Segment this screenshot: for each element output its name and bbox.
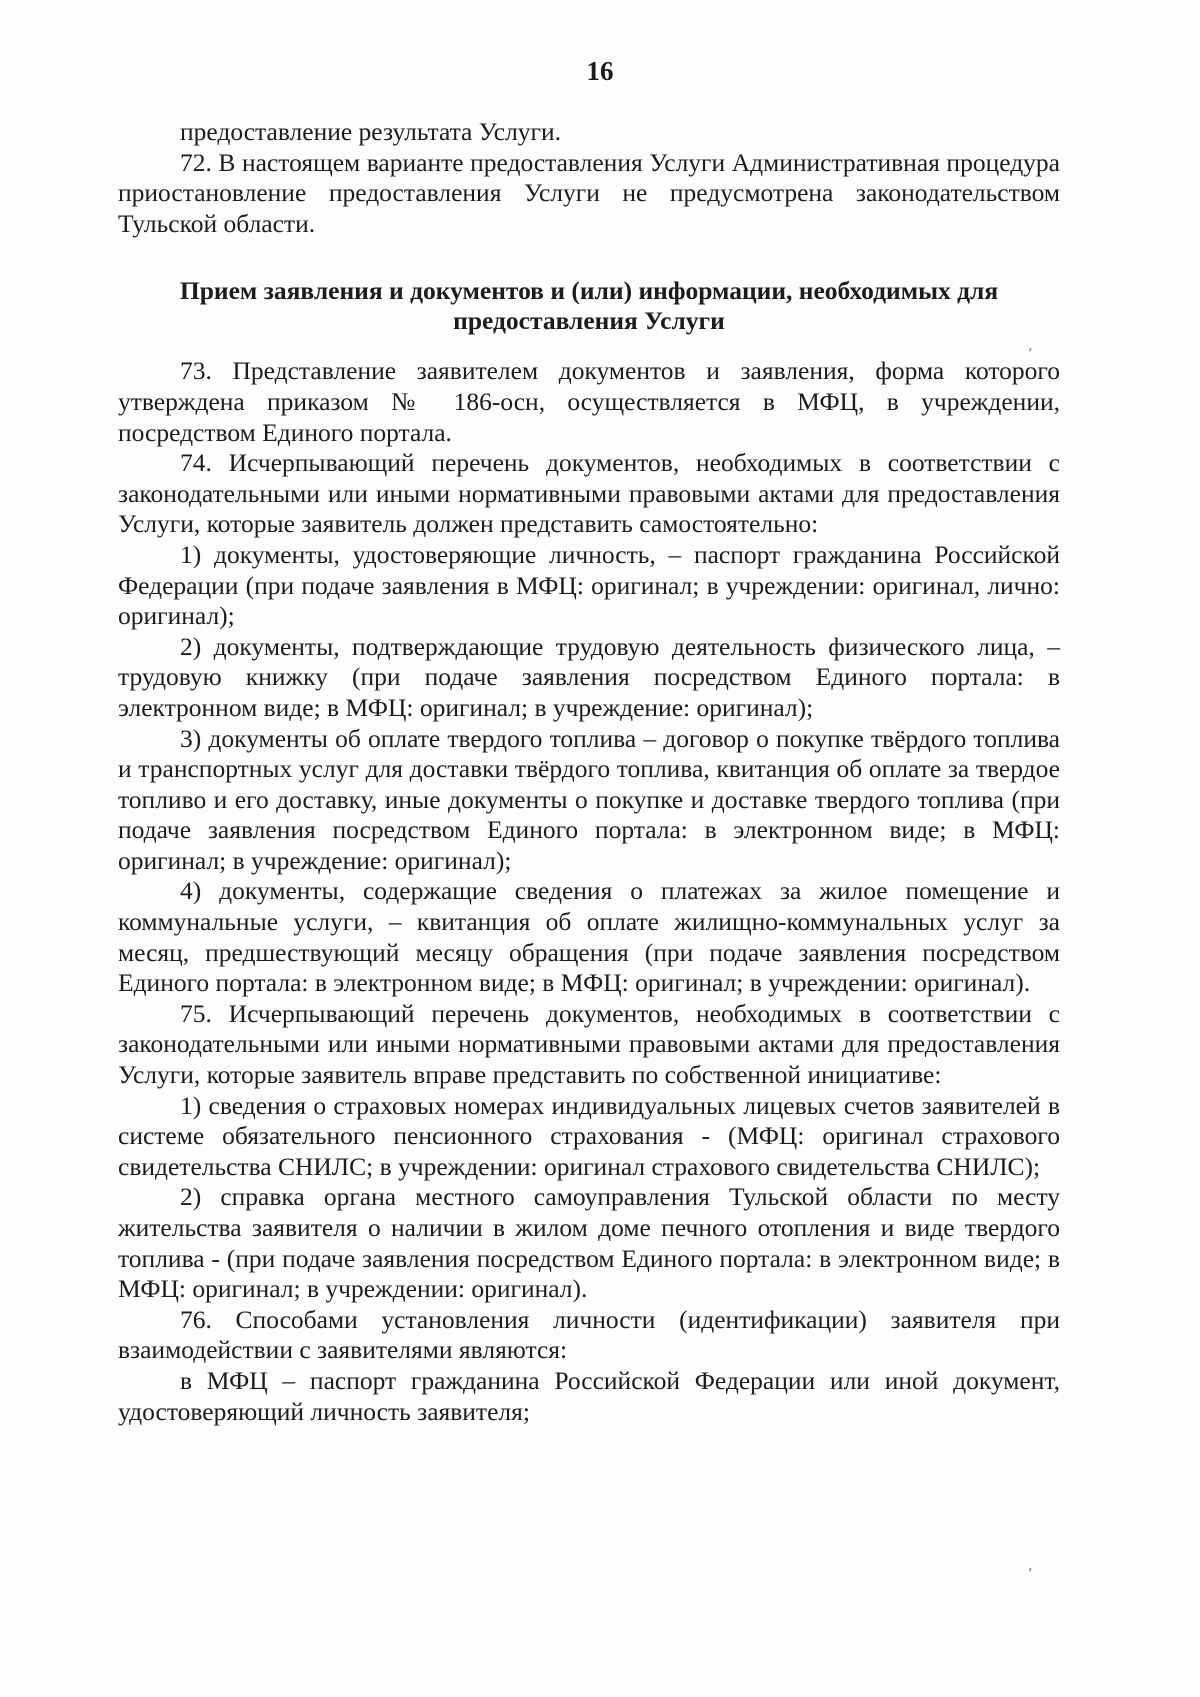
paragraph: 75. Исчерпывающий перечень документов, необходимых в соответствии с законодательными или иными нормативными правовыми актами для предоставления Услуги, которые заявитель вправе представить по собственной инициативе: [118, 998, 1060, 1090]
list-item: 1) документы, удостоверяющие личность, – паспорт гражданина Российской Федерации (при подаче заявления в МФЦ: оригинал; в учреждении: оригинал, лично: оригинал); [118, 539, 1060, 631]
scan-speck: ‚ [1028, 1558, 1033, 1574]
list-item: 3) документы об оплате твердого топлива – договор о покупке твёрдого топлива и транспортных услуг для доставки твёрдого топлива, квитанция об оплате за твердое топливо и его доставку, иные документы о покупке и доставке твердого топлива (при подаче заявления посредством Единого портала: в электронном виде; в МФЦ: оригинал; в учреждение: оригинал); [118, 723, 1060, 875]
scan-speck: ‚ [1028, 338, 1033, 354]
list-item: 4) документы, содержащие сведения о платежах за жилое помещение и коммунальные услуги, – квитанция об оплате жилищно-коммунальных услуг за месяц, предшествующий месяцу обращения (при подаче заявления посредством Единого портала: в электронном виде; в МФЦ: оригинал; в учреждении: оригинал). [118, 876, 1060, 998]
list-item: 2) документы, подтверждающие трудовую деятельность физического лица, – трудовую книжку (при подаче заявления посредством Единого портала: в электронном виде; в МФЦ: оригинал; в учреждение: оригинал); [118, 631, 1060, 722]
list-item: 2) справка органа местного самоуправления Тульской области по месту жительства заявителя о наличии в жилом доме печного отопления и виде твердого топлива - (при подаче заявления посредством Единого портала: в электронном виде; в МФЦ: оригинал; в учреждении: оригинал). [118, 1182, 1060, 1304]
paragraph: предоставление результата Услуги. [180, 117, 562, 146]
document-body [118, 117, 1060, 1427]
paragraph: 74. Исчерпывающий перечень документов, необходимых в соответствии с законодательными или иными нормативными правовыми актами для предоставления Услуги, которые заявитель должен представить самостоятельно: [118, 448, 1060, 539]
list-item: 1) сведения о страховых номерах индивидуальных лицевых счетов заявителей в системе обязательного пенсионного страхования - (МФЦ: оригинал страхового свидетельства СНИЛС; в учреждении: оригинал страхового свидетельства СНИЛС); [118, 1090, 1060, 1181]
section-heading: Прием заявления и документов и (или) информации, необходимых для предоставления Услуги [179, 276, 999, 336]
page-number: 16 [586, 56, 614, 86]
paragraph: 72. В настоящем варианте предоставления Услуги Административная процедура приостановление предоставления Услуги не предусмотрена законодательством Тульской области. [118, 147, 1060, 238]
paragraph: 76. Способами установления личности (идентификации) заявителя при взаимодействии с заявителями являются: [118, 1304, 1060, 1365]
list-item: в МФЦ – паспорт гражданина Российской Федерации или иной документ, удостоверяющий личность заявителя; [118, 1365, 1060, 1426]
paragraph: 73. Представление заявителем документов и заявления, форма которого утверждена приказом № 186-осн, осуществляется в МФЦ, в учреждении, посредством Единого портала. [118, 356, 1060, 447]
